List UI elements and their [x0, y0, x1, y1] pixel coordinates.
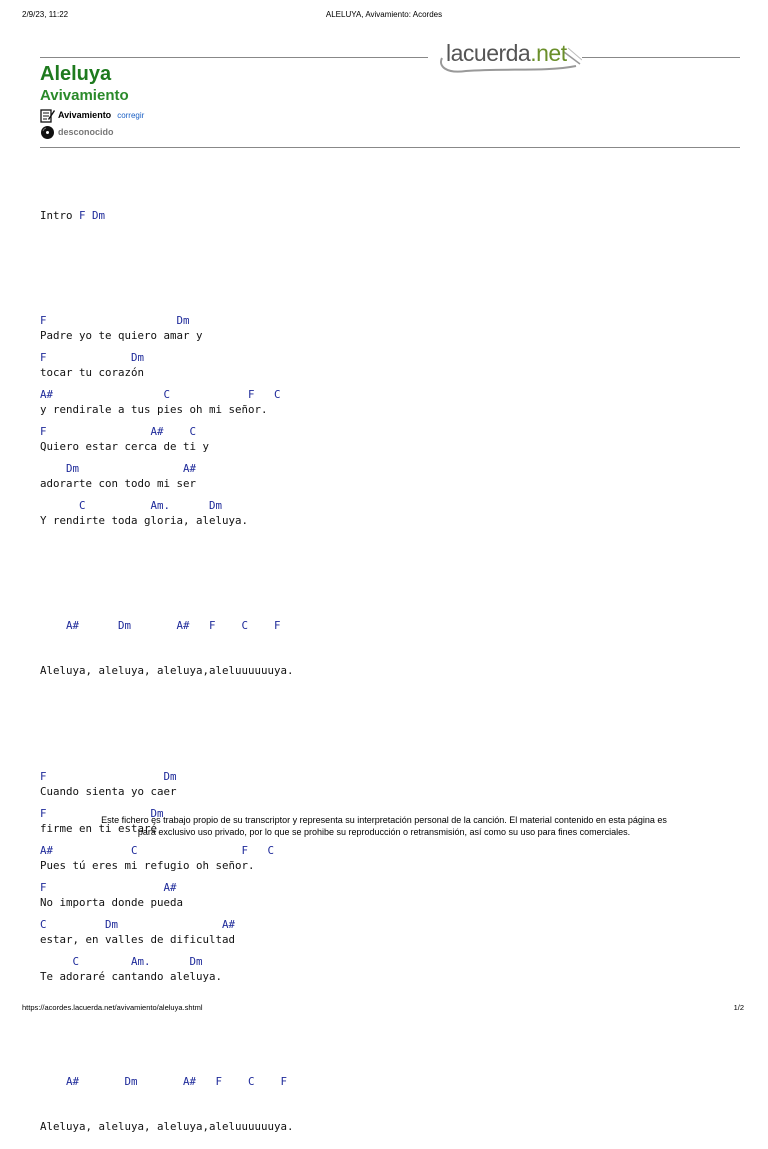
verse-1-chords-3: A# C F C	[40, 388, 281, 401]
chorus-2-chords: A# Dm A# F C F	[40, 1075, 288, 1088]
verse-2-lyric-4: No importa donde pueda	[40, 896, 184, 909]
verse-2-chords-1: F Dm	[40, 770, 177, 783]
copyright-disclaimer	[50, 815, 718, 838]
verse-1-lyric-2: tocar tu corazón	[40, 366, 145, 379]
verse-2-lyric-5: estar, en valles de dificultad	[40, 933, 236, 946]
author-name: Avivamiento	[58, 110, 112, 120]
author-row	[40, 107, 144, 123]
chorus-1-chords: A# Dm A# F C F	[40, 619, 281, 632]
verse-2	[40, 769, 294, 984]
content-divider	[40, 147, 740, 148]
intro-line: Intro F Dm	[40, 209, 106, 222]
verse-2-chords-2: F Dm	[40, 807, 164, 820]
album-name: desconocido	[58, 127, 114, 137]
print-date: 2/9/23, 11:22	[22, 10, 69, 19]
verse-2-lyric-1: Cuando sienta yo caer	[40, 785, 177, 798]
verse-2-chords-6: C Am. Dm	[40, 955, 203, 968]
page-number: 1/2	[733, 1003, 744, 1012]
header-divider-left	[40, 57, 428, 58]
logo-text: lacuerda.net	[446, 40, 567, 66]
intro-chords: F Dm	[79, 209, 106, 222]
lacuerda-logo[interactable]	[436, 38, 582, 74]
edit-link[interactable]: corregir	[117, 110, 145, 120]
verse-2-lyric-2: firme en ti estaré	[40, 822, 158, 835]
disclaimer-line-2: para exclusivo uso privado, por lo que se prohibe su reproducción o retransmisión, así como su uso para fines comerciales.	[137, 826, 631, 837]
song-title: Aleluya	[40, 63, 112, 85]
verse-1	[40, 313, 294, 528]
verse-2-chords-3: A# C F C	[40, 844, 275, 857]
verse-2-lyric-3: Pues tú eres mi refugio oh señor.	[40, 859, 255, 872]
verse-1-lyric-4: Quiero estar cerca de ti y	[40, 440, 210, 453]
print-url: https://acordes.lacuerda.net/avivamiento/aleluya.shtml	[22, 1003, 203, 1012]
print-page-title: ALELUYA, Avivamiento: Acordes	[325, 10, 443, 19]
vinyl-disc-icon	[40, 125, 55, 140]
album-row	[40, 124, 114, 140]
verse-1-chords-1: F Dm	[40, 314, 190, 327]
verse-1-chords-4: F A# C	[40, 425, 197, 438]
verse-1-lyric-6: Y rendirte toda gloria, aleluya.	[40, 514, 249, 527]
disclaimer-line-1: Este fichero es trabajo propio de su transcriptor y representa su interpretación personal de la canción. El material contenido en esta página es	[101, 815, 667, 825]
header-divider-right	[582, 57, 740, 58]
verse-1-chords-5: Dm A#	[40, 462, 197, 475]
edit-document-icon	[40, 108, 55, 123]
artist-name[interactable]: Avivamiento	[40, 87, 129, 104]
verse-1-chords-6: C Am. Dm	[40, 499, 223, 512]
verse-2-chords-4: F A#	[40, 881, 177, 894]
verse-1-chords-2: F Dm	[40, 351, 145, 364]
verse-2-chords-5: C Dm A#	[40, 918, 236, 931]
verse-1-lyric-5: adorarte con todo mi ser	[40, 477, 197, 490]
verse-1-lyric-3: y rendirale a tus pies oh mi señor.	[40, 403, 268, 416]
verse-1-lyric-1: Padre yo te quiero amar y	[40, 329, 203, 342]
chorus-2-lyric: Aleluya, aleluya, aleluya,aleluuuuuuya.	[40, 1120, 294, 1133]
chorus-1-lyric: Aleluya, aleluya, aleluya,aleluuuuuuya.	[40, 664, 294, 677]
verse-2-lyric-6: Te adoraré cantando aleluya.	[40, 970, 223, 983]
